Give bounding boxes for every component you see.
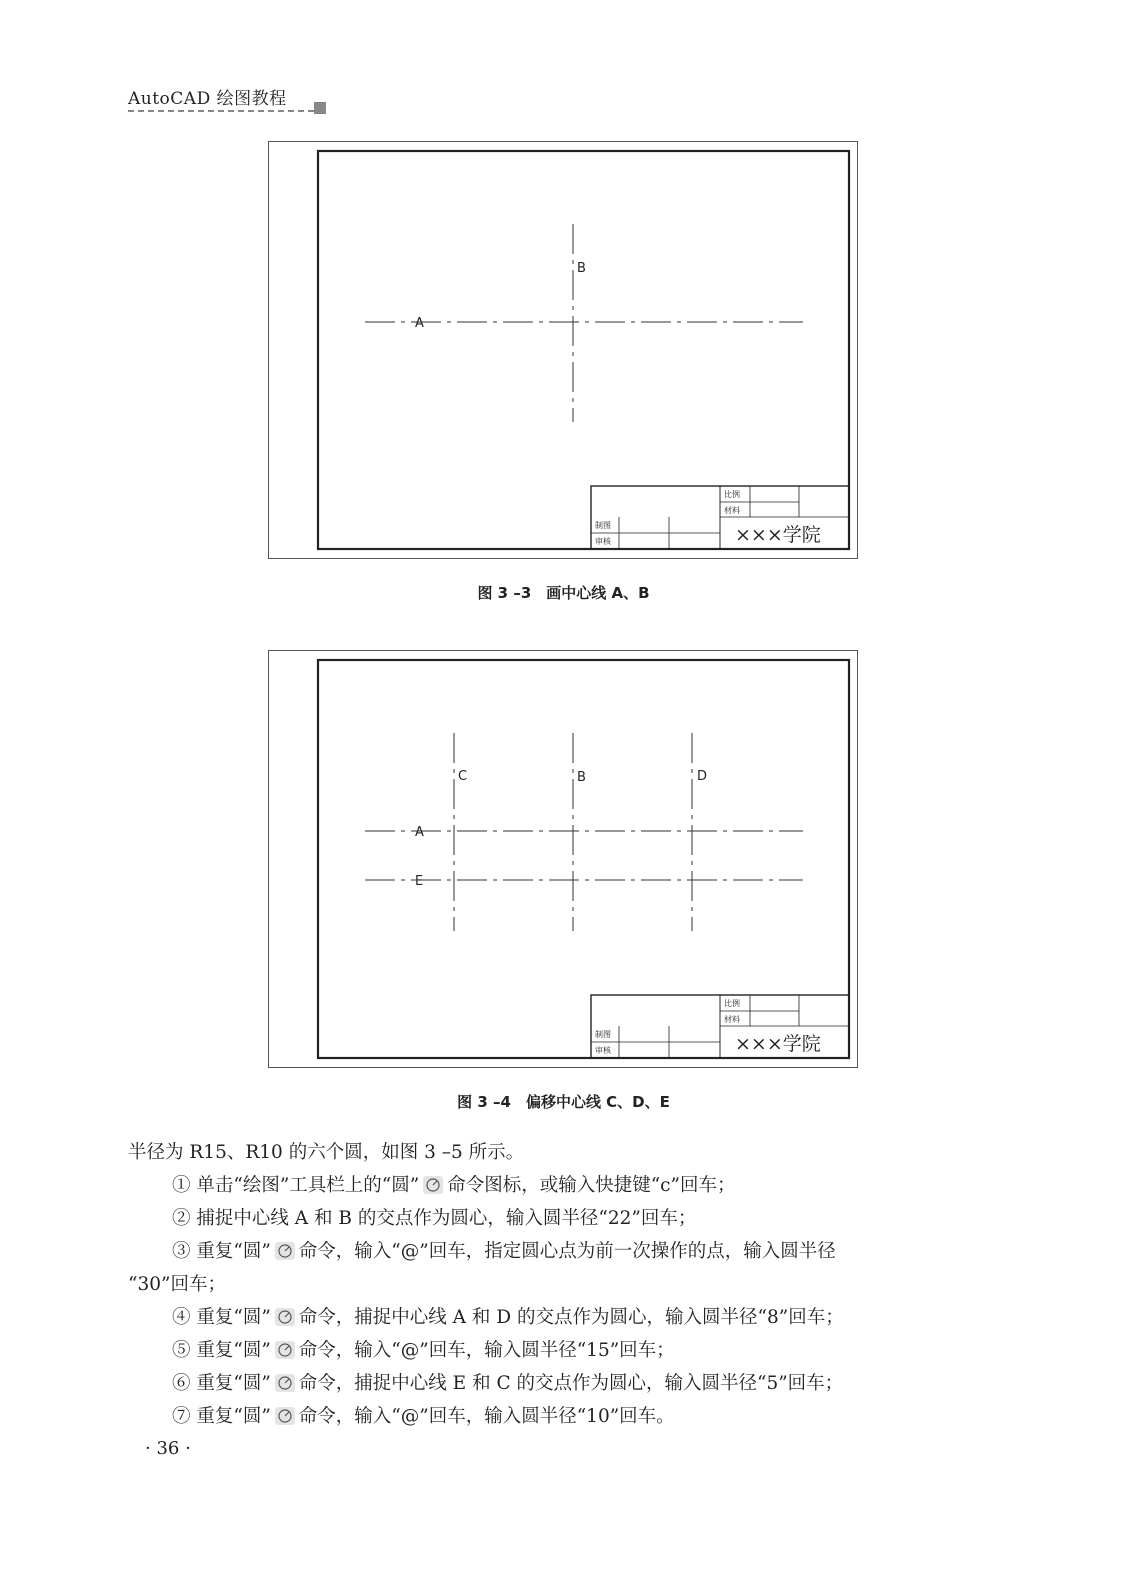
header-dashed-rule [128, 110, 314, 112]
figure-3-4 [268, 650, 858, 1068]
body-text [128, 1136, 1008, 1433]
circle-icon [275, 1341, 295, 1359]
circle-icon [275, 1407, 295, 1425]
title-block-school: ×××学院 [735, 1033, 821, 1055]
drawing-border [318, 151, 849, 549]
step-3-continued: “30”回车； [128, 1274, 226, 1295]
title-block [591, 486, 849, 549]
step-1: ① 单击“绘图”工具栏上的“圆” 命令图标，或输入快捷键“c”回车； [172, 1175, 736, 1196]
step-7: ⑦ 重复“圆” 命令，输入“@”回车，输入圆半径“10”回车。 [172, 1406, 675, 1427]
step-3: ③ 重复“圆” 命令，输入“@”回车，指定圆心点为前一次操作的点，输入圆半径 [172, 1241, 836, 1262]
label-a: A [415, 825, 424, 840]
page-number: · 36 · [145, 1438, 191, 1459]
caption-figure-3-3: 图 3 –3 画中心线 A、B [477, 584, 650, 602]
step-5: ⑤ 重复“圆” 命令，输入“@”回车，输入圆半径“15”回车； [172, 1340, 675, 1361]
circle-icon [275, 1242, 295, 1260]
title-block-checked: 审核 [595, 1046, 611, 1055]
label-b: B [577, 261, 586, 276]
header-square-mark [314, 102, 326, 114]
header-title: AutoCAD 绘图教程 [128, 89, 287, 109]
label-c: C [458, 769, 468, 784]
caption-figure-3-4: 图 3 –4 偏移中心线 C、D、E [457, 1093, 670, 1111]
title-block-material: 材料 [724, 506, 740, 515]
title-block [591, 995, 849, 1058]
label-d: D [697, 769, 708, 784]
step-2: ② 捕捉中心线 A 和 B 的交点作为圆心，输入圆半径“22”回车； [172, 1208, 697, 1229]
title-block-scale: 比例 [724, 490, 740, 499]
title-block-material: 材料 [724, 1015, 740, 1024]
intro-line: 半径为 R15、R10 的六个圆，如图 3 –5 所示。 [128, 1142, 525, 1163]
label-a: A [415, 316, 424, 331]
title-block-checked: 审核 [595, 537, 611, 546]
circle-icon [423, 1176, 443, 1194]
figure-3-3 [268, 141, 858, 559]
label-b: B [577, 770, 586, 785]
step-4: ④ 重复“圆” 命令，捕捉中心线 A 和 D 的交点作为圆心，输入圆半径“8”回车； [172, 1307, 844, 1328]
circle-icon [275, 1308, 295, 1326]
label-e: E [415, 874, 424, 889]
circle-icon [275, 1374, 295, 1392]
title-block-scale: 比例 [724, 999, 740, 1008]
title-block-drawn: 制图 [595, 521, 611, 530]
step-6: ⑥ 重复“圆” 命令，捕捉中心线 E 和 C 的交点作为圆心，输入圆半径“5”回车； [172, 1373, 844, 1394]
drawing-border [318, 660, 849, 1058]
title-block-drawn: 制图 [595, 1030, 611, 1039]
title-block-school: ×××学院 [735, 524, 821, 546]
